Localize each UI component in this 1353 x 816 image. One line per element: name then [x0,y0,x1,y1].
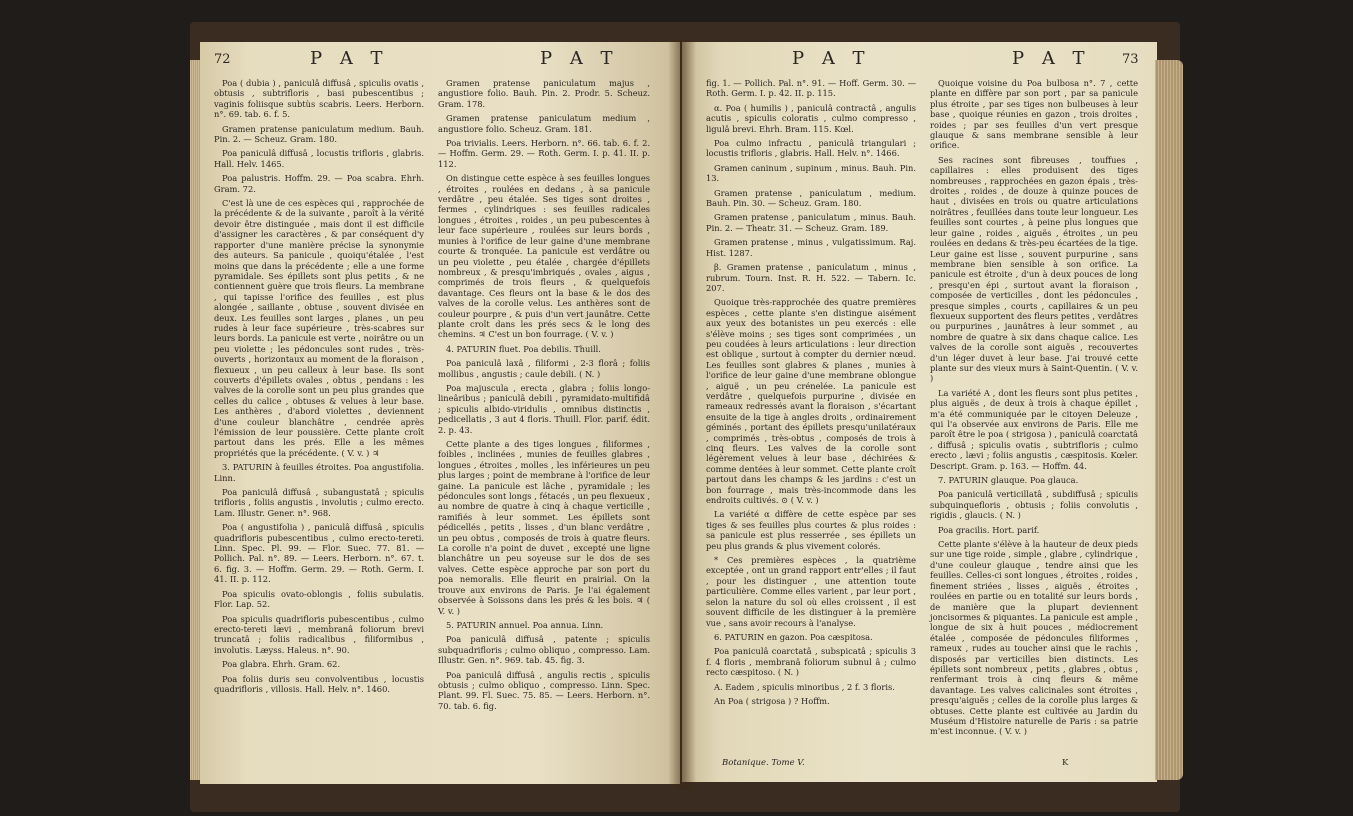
paragraph: * Ces premières espèces , la quatrième exceptée , ont un grand rapport entr'elles ; il faut , pour les distinguer , une attention toute particulière. Comme elles varient , par leur port , selon la nature du sol où elles croissent , il est souvent difficile de les distinguer à la première vue , sans avoir recours à l'analyse. [706,555,916,628]
paragraph: 7. PATURIN glauque. Poa glauca. [938,475,1079,486]
left-column-2 [438,78,650,715]
paragraph: Poa paniculâ diffusâ , locustis trifloris , glabris. Hall. Helv. 1465. [214,148,424,169]
paragraph: Quoique très-rapprochée des quatre premières espèces , cette plante s'en distingue aisément aux yeux des botanistes un peu exercés : elle s'élève moins ; ses tiges sont comprimées , un peu coudées à leurs articulations : leur direction est oblique , surtout à compter du dernier nœud. Les feuilles sont glabres & planes , munies à l'orifice de leur gaine d'une membrane oblongue , aiguë , un peu crénelée. La panicule est verdâtre , quelquefois purpurine , divisée en rameaux redressés avant la floraison , s'écartant ensuite de la tige à angles droits , ordinairement géminés , portant des épillets presqu'unilatéraux , comprimés , très-obtus , composés de trois à cinq fleurs. Les valves de la corolle sont légèrement velues à leur base , déchirées & comme dentées à leur sommet. Cette plante croît partout dans les champs & les jardins : c'est un bon fourrage , mais très-incommode dans les endroits cultivés. ⊙ ( V. v. ) [706,297,916,506]
paragraph: Cette plante a des tiges longues , filiformes , foibles , inclinées , munies de feuilles glabres , longues , étroites , molles , les inférieures un peu plus larges ; point de membrane à l'orifice de leur gaine. La panicule est lâche , pyramidale ; les pédoncules sont longs , fétacés , un peu flexueux , au nombre de quatre à cinq à chaque verticille , ramifiés à leur sommet. Les épillets sont pédicellés , petits , lisses , d'un blanc verdâtre , un peu obtus , composés de trois à quatre fleurs. La corolle n'a point de duvet , excepté une ligne blanchâtre un peu soyeuse sur le dos de ses valves. Cette espèce approche par son port du poa nemoralis. Elle fleurit en prairial. On la trouve aux environs de Paris. Je l'ai également observée à Soissons dans les prés & les bois. ♃ ( V. v. ) [438,439,650,616]
paragraph: 5. PATURIN annuel. Poa annua. Linn. [446,619,604,630]
footer-signature: K [1062,758,1069,768]
paragraph: A. Eadem , spiculis minoribus , 2 f. 3 floris. [714,681,895,692]
left-page [200,42,680,784]
paragraph: Gramen pratense paniculatum medium , angustiore folio. Scheuz. Gram. 181. [438,113,650,134]
paragraph: Poa ( angustifolia ) , paniculâ diffusâ , spiculis quadrifloris pubescentibus , culmo erecto-tereti. Linn. Spec. Pl. 99. — Flor. Suec. 77. 81. — Pollich. Pal. n°. 89. — Leers. Herborn. n°. 67. t. 6. fig. 3. — Hoffm. Germ. 29. — Roth. Germ. I. 41. II. p. 112. [214,522,424,585]
paragraph: Poa paniculâ laxâ , filiformi , 2-3 florâ ; foliis mollibus , angustis ; caule debili. ( N. ) [438,358,650,379]
paragraph: Poa foliis duris seu convolventibus , locustis quadrifloris , villosis. Hall. Helv. n°. 1460. [214,673,424,694]
paragraph: Poa trivialis. Leers. Herborn. n°. 66. tab. 6. f. 2. — Hoffm. Germ. 29. — Roth. Germ. I. p. 41. II. p. 112. [438,138,650,169]
book-gutter [668,40,696,790]
left-header-right: P A T [540,48,619,69]
right-page-edges [1155,60,1183,780]
paragraph: Gramen pratense , paniculatum , medium. Bauh. Pin. 30. — Scheuz. Gram. 180. [706,187,916,209]
left-column-1 [214,78,424,698]
right-header-left: P A T [792,48,871,69]
paragraph: Poa paniculâ verticillatâ , subdiffusâ ; spiculis subquinquefloris , obtusis ; foliis convolutis , rigidis , glaucis. ( N. ) [930,489,1138,521]
paragraph: La variété α diffère de cette espèce par ses tiges & ses feuilles plus courtes & plus roides : sa panicule est plus resserrée , ses épillets un peu plus grands & plus vivement colorés. [706,509,916,551]
paragraph: Poa glabra. Ehrh. Gram. 62. [222,659,341,670]
right-page-number: 73 [1122,52,1139,67]
paragraph: Poa palustris. Hoffm. 29. — Poa scabra. Ehrh. Gram. 72. [214,173,424,194]
paragraph: 6. PATURIN en gazon. Poa cæspitosa. [714,631,873,642]
paragraph: fig. 1. — Pollich. Pal. n°. 91. — Hoff. Germ. 30. — Roth. Germ. I. p. 42. II. p. 115. [706,78,916,99]
paragraph: Poa paniculâ diffusâ , patente ; spiculis subquadrifloris ; culmo obliquo , compresso. Lam. Illustr. Gen. n°. 969. tab. 45. fig. 3. [438,634,650,666]
paragraph: Cette plante s'élève à la hauteur de deux pieds sur une tige roide , simple , glabre , cylindrique , d'une couleur glauque , tendre ainsi que les feuilles. Celles-ci sont longues , étroites , roides , finement striées , lisses , aiguës , étroites , roulées en partie ou en totalité sur leurs bords , de manière que la plupart deviennent joncisormes & piquantes. La panicule est ample , longue de six à huit pouces , médiocrement étalée , composée de pédoncules filiformes , rameux , rudes au toucher ainsi que le rachis , disposés par verticilles bien distincts. Les épillets sont nombreux , petits , glabres , obtus , renfermant trois à cinq fleurs & même davantage. Les valves calicinales sont étroites , presqu'aiguës ; celles de la corolle plus larges & obtuses. Cette plante est cultivée au Jardin du Muséum d'Histoire naturelle de Paris : sa patrie m'est inconnue. ( V. v. ) [930,539,1138,737]
right-column-2 [930,78,1138,741]
paragraph: β. Gramen pratense , paniculatum , minus , rubrum. Tourn. Inst. R. H. 522. — Tabern. Ic. 207. [706,262,916,293]
footer-volume: Botanique. Tome V. [722,758,805,768]
paragraph: Poa gracilis. Hort. parif. [938,524,1040,535]
paragraph: An Poa ( strigosa ) ? Hoffm. [714,695,830,706]
paragraph: Gramen pratense paniculatum majus , angustiore folio. Bauh. Pin. 2. Prodr. 5. Scheuz. Gram. 178. [438,78,650,109]
paragraph: Gramen caninum , supinum , minus. Bauh. Pin. 13. [706,162,916,184]
paragraph: Poa ( dubia ) , paniculâ diffusâ , spiculis ovatis , obtusis , subtrifloris , basi pubescentibus ; vaginis foliisque subtùs scabris. Leers. Herborn. n°. 69. tab. 6. f. 5. [214,78,424,120]
paragraph: Gramen pratense , paniculatum , minus. Bauh. Pin. 2. — Theatr. 31. — Scheuz. Gram. 189. [706,212,916,233]
paragraph: Poa spiculis quadrifloris pubescentibus , culmo erecto-tereti lævi , membranâ foliorum brevi truncatâ ; foliis radicalibus , filiformibus , involutis. Læyss. Haleus. n°. 90. [214,613,424,655]
paragraph: α. Poa ( humilis ) , paniculâ contractâ , angulis acutis , spiculis coloratis , culmo compresso , ligulâ brevi. Ehrh. Bram. 115. Kœl. [706,102,916,134]
right-header-right: P A T [1012,48,1091,69]
paragraph: 4. PATURIN fluet. Poa debilis. Thuill. [446,343,601,354]
paragraph: On distingue cette espèce à ses feuilles longues , étroites , roulées en dedans , à sa panicule verdâtre , peu étalée. Ses tiges sont droites , fermes , cylindriques : ses feuilles radicales longues , étroites , roides , un peu pubescentes à leur face supérieure , roulées sur leurs bords , munies à l'orifice de leur gaine d'une membrane courte & tronquée. La panicule est verdâtre ou un peu violette , peu étalée , chargée d'épillets nombreux , & presqu'imbriqués , ovales , aigus , comprimés de trois fleurs , & quelquefois davantage. Ces fleurs ont la base & le dos des valves de la corolle velus. Les anthères sont de couleur pourpre , & puis d'un vert jaunâtre. Cette plante croît dans les prés secs & le long des chemins. ♃ C'est un bon fourrage. ( V. v. ) [438,173,650,340]
paragraph: 3. PATURIN à feuilles étroites. Poa angustifolia. Linn. [214,462,424,483]
paragraph: La variété A , dont les fleurs sont plus petites , plus aiguës , de deux à trois à chaque épillet , m'a été communiquée par le citoyen Deleuze , qui l'a observée aux environs de Paris. Elle me paroît être le poa ( strigosa ) , paniculâ coarctatâ , diffusâ ; spiculis ovatis , subtrifloris ; culmo erecto , lævi ; foliis angustis , cæspitosis. Kœler. Descript. Gram. p. 163. — Hoffm. 44. [930,387,1138,471]
paragraph: Poa majuscula , erecta , glabra ; foliis longo-lineâribus ; paniculâ debili , pyramidato-multifidâ ; spiculis albido-viridulis , omnibus distinctis , pedicellatis , 3 aut 4 floris. Thuill. Flor. parif. édit. 2. p. 43. [438,382,650,435]
left-header-left: P A T [310,48,389,69]
paragraph: Poa paniculâ diffusâ , angulis rectis , spiculis obtusis ; culmo obliquo , compresso. Linn. Spec. Plant. 99. Fl. Suec. 75. 85. — Leers. Herborn. n°. 70. tab. 6. fig. [438,669,650,711]
paragraph: Gramen pratense , minus , vulgatissimum. Raj. Hist. 1287. [706,237,916,258]
right-page [682,42,1157,782]
paragraph: Ses racines sont fibreuses , touffues , capillaires : elles produisent des tiges nombreuses , rapprochées en gazon épais , très-droites , roides , de douze à quinze pouces de haut , divisées en trois ou quatre articulations noirâtres , feuillées dans toute leur longueur. Les feuilles sont courtes , à peine plus longues que leur gaine , roides , aiguës , étroites , un peu roulées en dedans & très-peu écartées de la tige. Leur gaine est lisse , souvent purpurine , sans membrane bien sensible à son orifice. La panicule est étroite , d'un à deux pouces de long , presqu'en épi , surtout avant la floraison , composée de verticilles , dont les pédoncules , presque simples , courts , capillaires & un peu flexueux supportent des fleurs petites , verdâtres ou purpurines , jaunâtres à leur sommet , au nombre de quatre à six dans chaque calice. Les valves de la corolle sont aiguës , recouvertes d'un léger duvet à leur base. J'ai trouvé cette plante sur des vieux murs à Saint-Quentin. ( V. v. ) [930,154,1138,384]
paragraph: Gramen pratense paniculatum medium. Bauh. Pin. 2. — Scheuz. Gram. 180. [214,123,424,145]
paragraph: Poa culmo infractu , paniculâ triangulari ; locustis trifloris , glabris. Hall. Helv. n°. 1466. [706,138,916,159]
right-column-1 [706,78,916,710]
left-page-number: 72 [214,52,231,67]
paragraph: Poa spiculis ovato-oblongis , foliis subulatis. Flor. Lap. 52. [214,588,424,610]
paragraph: Quoique voisine du Poa bulbosa n°. 7 , cette plante en diffère par son port , par sa panicule plus étroite , par ses tiges non bulbeuses à leur base , quoique réunies en gazon , trois droites , roides ; par ses feuilles d'un vert presque glauque & sans membrane sensible à leur orifice. [930,78,1138,151]
paragraph: Poa paniculâ diffusâ , subangustatâ ; spiculis trifloris , foliis angustis , involutis ; culmo erecto. Lam. Illustr. Gener. n°. 968. [214,487,424,518]
paragraph: Poa paniculâ coarctatâ , subspicatâ ; spiculis 3 f. 4 floris , membranâ foliorum subnul â ; culmo recto cæspitoso. ( N. ) [706,646,916,678]
paragraph: C'est là une de ces espèces qui , rapprochée de la précédente & de la suivante , paroît à la vérité devoir être distinguée , mais dont il est difficile d'assigner les caractères , & par conséquent d'y rapporter d'une manière précise la synonymie des auteurs. Sa panicule , quoiqu'étalée , l'est moins que dans la précédente ; elle a une forme pyramidale. Ses épillets sont plus petits , & ne contiennent guère que trois fleurs. La membrane , qui tapisse l'orifice des feuilles , est plus alongée , saillante , obtuse , souvent divisée en deux. Les feuilles sont larges , planes , un peu rudes à leur face supérieure , très-scabres sur leurs bords. La panicule est verte , noirâtre ou un peu violette ; les pédoncules sont rudes , très-ouverts , horizontaux au moment de la floraison , flexueux , un peu calleux à leur base. Ils sont couverts d'épillets ovales , obtus , pendans : les valves de la corolle sont un peu plus grandes que celles du calice , obtuses & velues à leur base. Les anthères , d'abord violettes , deviennent d'une couleur blanchâtre , cendrée après l'émission de leur poussière. Cette plante croît partout dans les prés. Elle a les mêmes propriétés que la précédente. ( V. v. ) ♃ [214,198,424,458]
